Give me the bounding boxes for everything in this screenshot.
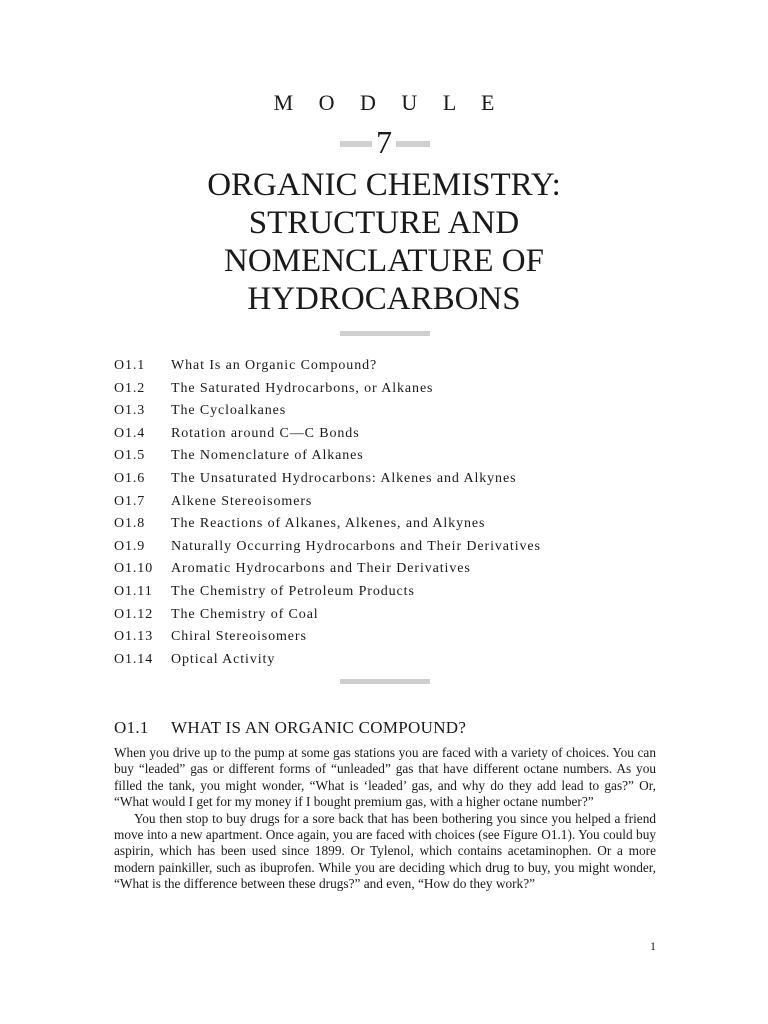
toc-item[interactable]	[114, 626, 674, 649]
toc-title: Rotation around C—C Bonds	[171, 425, 360, 441]
table-of-contents	[114, 355, 674, 671]
toc-number: O1.5	[114, 448, 146, 464]
toc-item[interactable]	[114, 445, 674, 468]
toc-number: O1.11	[114, 583, 153, 599]
page-number: 1	[650, 939, 656, 953]
toc-number: O1.3	[114, 403, 146, 419]
toc-number: O1.13	[114, 629, 154, 645]
toc-title: What Is an Organic Compound?	[171, 358, 378, 373]
toc-title: Alkene Stereoisomers	[171, 493, 313, 509]
toc-title: Optical Activity	[171, 651, 276, 667]
title-line: ORGANIC CHEMISTRY:	[207, 167, 561, 203]
module-title	[0, 166, 768, 318]
toc-title: The Chemistry of Petroleum Products	[171, 583, 415, 599]
toc-item[interactable]	[114, 604, 674, 627]
toc-item[interactable]	[114, 378, 674, 401]
toc-title: Chiral Stereoisomers	[171, 629, 307, 645]
toc-title: The Unsaturated Hydrocarbons: Alkenes and Alkynes	[171, 470, 517, 486]
toc-title: The Nomenclature of Alkanes	[171, 448, 364, 464]
toc-title: The Saturated Hydrocarbons, or Alkanes	[171, 380, 434, 396]
toc-item[interactable]	[114, 491, 674, 514]
module-label: M O D U L E	[273, 90, 505, 115]
toc-item[interactable]	[114, 649, 674, 672]
toc-title: Naturally Occurring Hydrocarbons and Their Derivatives	[171, 538, 541, 554]
toc-title: The Cycloalkanes	[171, 403, 287, 419]
toc-item[interactable]	[114, 400, 674, 423]
title-line: NOMENCLATURE OF	[224, 243, 544, 279]
section-body	[114, 745, 656, 893]
toc-number: O1.7	[114, 493, 146, 509]
section-heading	[114, 718, 466, 738]
toc-number: O1.14	[114, 651, 154, 667]
toc-number: O1.12	[114, 606, 154, 622]
title-line: HYDROCARBONS	[247, 281, 521, 317]
section-number: O1.1	[114, 718, 149, 737]
toc-item[interactable]	[114, 513, 674, 536]
toc-item[interactable]	[114, 581, 674, 604]
toc-number: O1.2	[114, 380, 146, 396]
body-paragraph: When you drive up to the pump at some gas stations you are faced with a variety of choices. You can buy “leaded” gas or different forms of “unleaded” gas that have different octane numbers. As you filled the tank, you might wonder, “What is ‘leaded’ gas, and why do they add lead to gas?” Or, “What would I get for my money if I bought premium gas, with a higher octane number?”	[114, 745, 656, 810]
toc-number: O1.6	[114, 470, 146, 486]
toc-title: The Chemistry of Coal	[171, 606, 319, 622]
toc-item[interactable]	[114, 558, 674, 581]
module-number: 7	[372, 124, 396, 160]
divider-rule	[340, 331, 430, 336]
toc-item[interactable]	[114, 536, 674, 559]
section-title: WHAT IS AN ORGANIC COMPOUND?	[171, 718, 467, 737]
toc-item[interactable]	[114, 355, 674, 378]
toc-number: O1.4	[114, 425, 146, 441]
toc-title: Aromatic Hydrocarbons and Their Derivatives	[171, 561, 471, 577]
body-paragraph: You then stop to buy drugs for a sore back that has been bothering you since you helped a friend move into a new apartment. Once again, you are faced with choices (see Figure O1.1). You could buy aspirin, which has been used since 1899. Or Tylenol, which contains acetaminophen. Or a more modern painkiller, such as ibuprofen. While you are deciding which drug to buy, you might wonder, “What is the difference between these drugs?” and even, “How do they work?”	[114, 810, 656, 892]
toc-item[interactable]	[114, 423, 674, 446]
module-number-block	[0, 124, 768, 164]
toc-title: The Reactions of Alkanes, Alkenes, and Alkynes	[171, 516, 486, 532]
toc-number: O1.9	[114, 538, 146, 554]
toc-number: O1.1	[114, 358, 146, 373]
toc-number: O1.10	[114, 561, 154, 577]
toc-number: O1.8	[114, 516, 146, 532]
divider-rule	[340, 679, 430, 684]
toc-item[interactable]	[114, 468, 674, 491]
title-line: STRUCTURE AND	[248, 205, 520, 241]
